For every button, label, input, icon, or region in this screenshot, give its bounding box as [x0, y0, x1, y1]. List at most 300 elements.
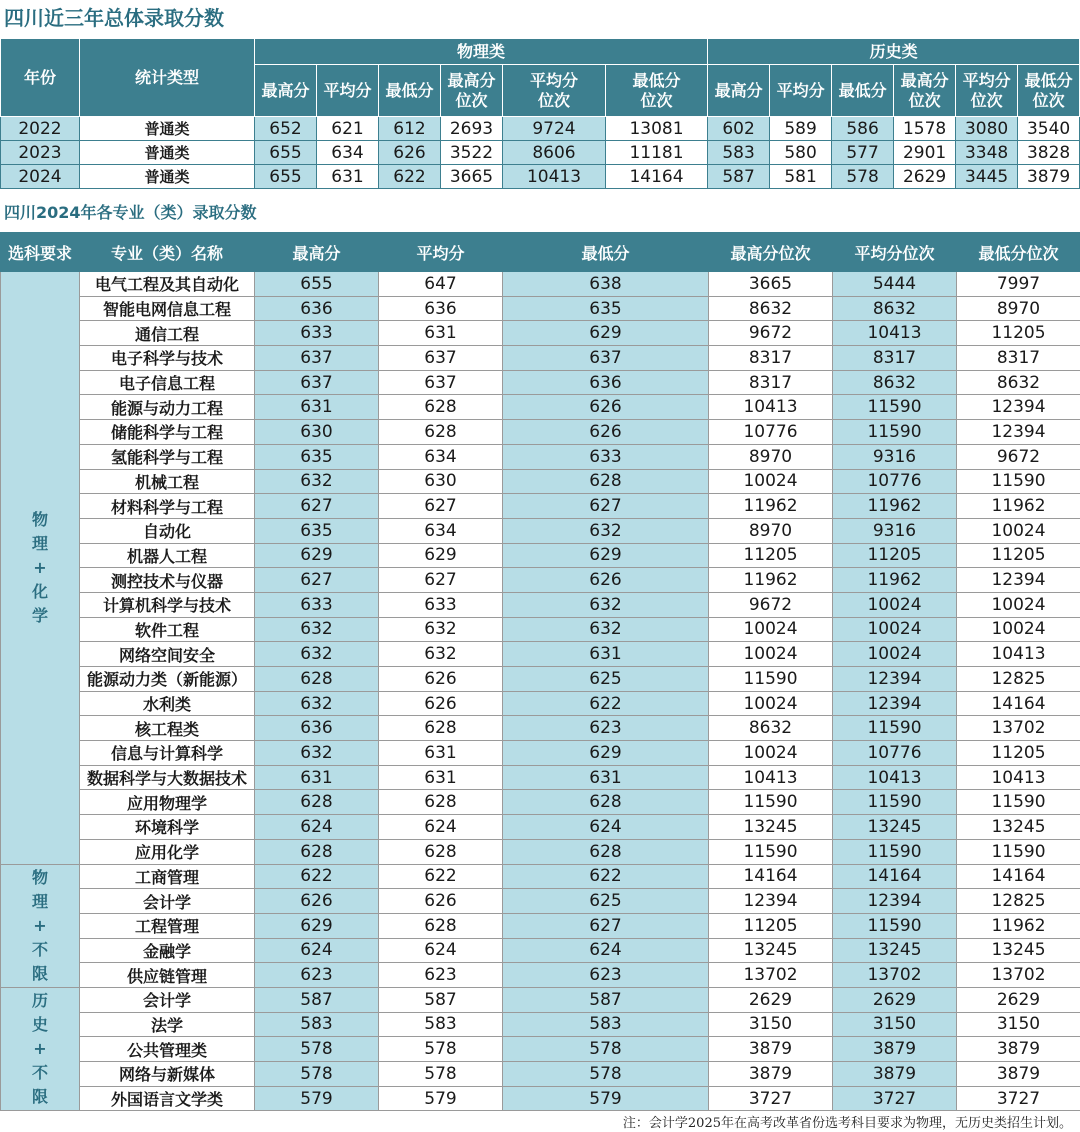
physics-value-cell: 655 — [255, 141, 317, 165]
major-row — [1, 395, 1080, 420]
subject-requirement-cell — [1, 987, 80, 1110]
major-row — [1, 790, 1080, 815]
score-cell: 637 — [255, 346, 379, 371]
subject-requirement-char: 理 — [31, 891, 48, 911]
header-stat-type: 统计类型 — [80, 39, 255, 117]
major-name-cell: 公共管理类 — [80, 1037, 255, 1062]
score-cell: 626 — [379, 667, 503, 692]
major-row — [1, 938, 1080, 963]
score-cell: 10024 — [709, 469, 833, 494]
score-cell: 11590 — [833, 790, 957, 815]
score-cell: 628 — [379, 395, 503, 420]
header-physics-group: 物理类 — [255, 39, 708, 65]
score-cell: 3727 — [957, 1086, 1080, 1111]
subject-requirement-char: 理 — [31, 533, 48, 553]
score-cell: 587 — [503, 987, 709, 1012]
physics-value-cell: 622 — [379, 165, 441, 189]
score-cell: 622 — [255, 864, 379, 889]
header-history-avg: 平均分 — [770, 65, 832, 117]
score-cell: 12825 — [957, 667, 1080, 692]
physics-value-cell: 2693 — [441, 117, 503, 141]
type-cell: 普通类 — [80, 165, 255, 189]
score-cell: 628 — [379, 790, 503, 815]
physics-value-cell: 612 — [379, 117, 441, 141]
score-cell: 11590 — [709, 839, 833, 864]
physics-value-cell: 652 — [255, 117, 317, 141]
year-cell: 2022 — [1, 117, 80, 141]
major-name-cell: 信息与计算科学 — [80, 741, 255, 766]
score-cell: 10776 — [709, 420, 833, 445]
score-cell: 13702 — [957, 716, 1080, 741]
score-cell: 633 — [255, 321, 379, 346]
major-name-cell: 自动化 — [80, 518, 255, 543]
major-row — [1, 370, 1080, 395]
major-name-cell: 供应链管理 — [80, 963, 255, 988]
subject-requirement-char: 学 — [31, 605, 48, 625]
score-cell: 628 — [503, 469, 709, 494]
score-cell: 14164 — [957, 864, 1080, 889]
score-cell: 587 — [255, 987, 379, 1012]
score-cell: 3879 — [833, 1062, 957, 1087]
score-cell: 631 — [379, 321, 503, 346]
score-cell: 623 — [255, 963, 379, 988]
score-cell: 632 — [255, 741, 379, 766]
score-cell: 3727 — [833, 1086, 957, 1111]
score-cell: 9672 — [709, 592, 833, 617]
major-row — [1, 1086, 1080, 1111]
score-cell: 13245 — [833, 938, 957, 963]
score-cell: 579 — [503, 1086, 709, 1111]
score-cell: 10024 — [957, 617, 1080, 642]
score-cell: 11205 — [957, 543, 1080, 568]
major-name-cell: 网络与新媒体 — [80, 1062, 255, 1087]
subject-requirement-char: + — [33, 1039, 47, 1059]
score-cell: 630 — [379, 469, 503, 494]
major-row — [1, 592, 1080, 617]
score-cell: 11590 — [833, 395, 957, 420]
score-cell: 11590 — [833, 913, 957, 938]
subject-requirement-char: + — [33, 915, 47, 935]
year-row — [1, 141, 1080, 165]
header-physics-avg: 平均分 — [317, 65, 379, 117]
footnote: 注：会计学2025年在高考改革省份选考科目要求为物理，无历史类招生计划。 — [622, 1116, 1072, 1131]
score-cell: 3879 — [833, 1037, 957, 1062]
score-cell: 638 — [503, 272, 709, 297]
subject-requirement-char: 物 — [31, 867, 48, 887]
header-physics-max: 最高分 — [255, 65, 317, 117]
score-cell: 11590 — [833, 716, 957, 741]
score-cell: 624 — [255, 815, 379, 840]
score-cell: 632 — [255, 691, 379, 716]
major-name-cell: 测控技术与仪器 — [80, 568, 255, 593]
physics-value-cell: 8606 — [503, 141, 606, 165]
score-cell: 579 — [255, 1086, 379, 1111]
score-cell: 637 — [379, 346, 503, 371]
major-name-cell: 氢能科学与工程 — [80, 444, 255, 469]
header-history-avg-rank: 平均分 位次 — [956, 65, 1018, 117]
major-row — [1, 1062, 1080, 1087]
score-cell: 631 — [379, 765, 503, 790]
score-cell: 637 — [503, 346, 709, 371]
score-cell: 13702 — [709, 963, 833, 988]
score-cell: 631 — [503, 765, 709, 790]
subject-requirement-char: + — [33, 557, 47, 577]
score-cell: 578 — [379, 1062, 503, 1087]
major-row — [1, 518, 1080, 543]
major-row — [1, 568, 1080, 593]
score-cell: 635 — [255, 518, 379, 543]
header-major-name: 专业（类）名称 — [80, 233, 255, 272]
major-row — [1, 765, 1080, 790]
score-cell: 624 — [255, 938, 379, 963]
major-row — [1, 864, 1080, 889]
score-cell: 632 — [503, 518, 709, 543]
major-name-cell: 应用物理学 — [80, 790, 255, 815]
score-cell: 10413 — [833, 321, 957, 346]
major-row — [1, 469, 1080, 494]
header-physics-avg-rank: 平均分 位次 — [503, 65, 606, 117]
type-cell: 普通类 — [80, 141, 255, 165]
score-cell: 637 — [379, 370, 503, 395]
score-cell: 629 — [503, 543, 709, 568]
history-value-cell: 587 — [708, 165, 770, 189]
score-cell: 632 — [255, 469, 379, 494]
header-max-score: 最高分 — [255, 233, 379, 272]
major-name-cell: 机器人工程 — [80, 543, 255, 568]
score-cell: 623 — [503, 716, 709, 741]
overall-scores-title: 四川近三年总体录取分数 — [4, 6, 224, 30]
major-name-cell: 储能科学与工程 — [80, 420, 255, 445]
score-cell: 8970 — [957, 296, 1080, 321]
major-name-cell: 能源动力类（新能源） — [80, 667, 255, 692]
header-max-rank: 最高分位次 — [709, 233, 833, 272]
score-cell: 11590 — [957, 790, 1080, 815]
score-cell: 11962 — [957, 913, 1080, 938]
subject-requirement-char: 史 — [31, 1015, 48, 1035]
score-cell: 626 — [503, 568, 709, 593]
score-cell: 624 — [379, 815, 503, 840]
score-cell: 8632 — [957, 370, 1080, 395]
score-cell: 7997 — [957, 272, 1080, 297]
score-cell: 628 — [255, 667, 379, 692]
major-name-cell: 会计学 — [80, 889, 255, 914]
major-name-cell: 材料科学与工程 — [80, 494, 255, 519]
score-cell: 629 — [255, 913, 379, 938]
score-cell: 626 — [255, 889, 379, 914]
score-cell: 13702 — [833, 963, 957, 988]
score-cell: 631 — [379, 741, 503, 766]
score-cell: 13245 — [709, 938, 833, 963]
score-cell: 8317 — [833, 346, 957, 371]
score-cell: 636 — [503, 370, 709, 395]
score-cell: 634 — [379, 444, 503, 469]
score-cell: 628 — [503, 839, 709, 864]
history-value-cell: 2629 — [894, 165, 956, 189]
major-row — [1, 815, 1080, 840]
major-row — [1, 642, 1080, 667]
score-cell: 13245 — [957, 938, 1080, 963]
score-cell: 14164 — [957, 691, 1080, 716]
score-cell: 12394 — [957, 395, 1080, 420]
major-name-cell: 核工程类 — [80, 716, 255, 741]
year-row — [1, 117, 1080, 141]
score-cell: 10776 — [833, 741, 957, 766]
score-cell: 13245 — [833, 815, 957, 840]
overall-scores-table — [0, 38, 1080, 189]
score-cell: 635 — [255, 444, 379, 469]
type-cell: 普通类 — [80, 117, 255, 141]
major-name-cell: 法学 — [80, 1012, 255, 1037]
score-cell: 627 — [255, 568, 379, 593]
major-name-cell: 应用化学 — [80, 839, 255, 864]
score-cell: 11590 — [957, 839, 1080, 864]
score-cell: 623 — [379, 963, 503, 988]
score-cell: 10024 — [709, 741, 833, 766]
header-history-max-rank: 最高分 位次 — [894, 65, 956, 117]
score-cell: 631 — [503, 642, 709, 667]
score-cell: 623 — [503, 963, 709, 988]
score-cell: 632 — [379, 617, 503, 642]
score-cell: 8632 — [833, 296, 957, 321]
major-row — [1, 716, 1080, 741]
major-name-cell: 环境科学 — [80, 815, 255, 840]
major-row — [1, 420, 1080, 445]
score-cell: 578 — [255, 1037, 379, 1062]
major-row — [1, 444, 1080, 469]
score-cell: 2629 — [833, 987, 957, 1012]
history-value-cell: 2901 — [894, 141, 956, 165]
history-value-cell: 583 — [708, 141, 770, 165]
score-cell: 10024 — [833, 592, 957, 617]
score-cell: 628 — [503, 790, 709, 815]
physics-value-cell: 9724 — [503, 117, 606, 141]
score-cell: 5444 — [833, 272, 957, 297]
major-name-cell: 通信工程 — [80, 321, 255, 346]
header-year: 年份 — [1, 39, 80, 117]
score-cell: 628 — [379, 420, 503, 445]
score-cell: 629 — [255, 543, 379, 568]
score-cell: 632 — [255, 617, 379, 642]
physics-value-cell: 655 — [255, 165, 317, 189]
score-cell: 636 — [255, 716, 379, 741]
score-cell: 628 — [255, 839, 379, 864]
history-value-cell: 3540 — [1018, 117, 1080, 141]
score-cell: 3879 — [709, 1037, 833, 1062]
score-cell: 8632 — [709, 296, 833, 321]
major-row — [1, 741, 1080, 766]
score-cell: 11590 — [709, 790, 833, 815]
major-name-cell: 工程管理 — [80, 913, 255, 938]
history-value-cell: 3348 — [956, 141, 1018, 165]
score-cell: 11205 — [957, 321, 1080, 346]
header-history-group: 历史类 — [708, 39, 1080, 65]
header-history-min-rank: 最低分 位次 — [1018, 65, 1080, 117]
physics-value-cell: 634 — [317, 141, 379, 165]
score-cell: 11962 — [709, 568, 833, 593]
score-cell: 12394 — [957, 568, 1080, 593]
major-row — [1, 494, 1080, 519]
subject-requirement-char: 化 — [31, 581, 48, 601]
score-cell: 13245 — [709, 815, 833, 840]
physics-value-cell: 11181 — [606, 141, 708, 165]
score-cell: 632 — [503, 592, 709, 617]
score-cell: 10413 — [709, 395, 833, 420]
major-name-cell: 金融学 — [80, 938, 255, 963]
subject-requirement-char: 不 — [31, 939, 48, 959]
header-history-min: 最低分 — [832, 65, 894, 117]
major-scores-table — [0, 232, 1080, 1111]
history-value-cell: 3445 — [956, 165, 1018, 189]
major-row — [1, 913, 1080, 938]
score-cell: 9316 — [833, 518, 957, 543]
score-cell: 10024 — [709, 642, 833, 667]
score-cell: 631 — [255, 395, 379, 420]
history-value-cell: 3879 — [1018, 165, 1080, 189]
major-row — [1, 667, 1080, 692]
score-cell: 622 — [503, 864, 709, 889]
score-cell: 629 — [379, 543, 503, 568]
score-cell: 9316 — [833, 444, 957, 469]
score-cell: 636 — [255, 296, 379, 321]
subject-requirement-char: 历 — [31, 991, 48, 1011]
score-cell: 637 — [255, 370, 379, 395]
score-cell: 11205 — [957, 741, 1080, 766]
score-cell: 3150 — [833, 1012, 957, 1037]
major-name-cell: 外国语言文学类 — [80, 1086, 255, 1111]
score-cell: 628 — [255, 790, 379, 815]
history-value-cell: 602 — [708, 117, 770, 141]
score-cell: 625 — [503, 667, 709, 692]
score-cell: 578 — [503, 1062, 709, 1087]
history-value-cell: 3828 — [1018, 141, 1080, 165]
score-cell: 583 — [503, 1012, 709, 1037]
major-row — [1, 272, 1080, 297]
subject-requirement-char: 不 — [31, 1063, 48, 1083]
major-row — [1, 987, 1080, 1012]
score-cell: 624 — [379, 938, 503, 963]
score-cell: 578 — [379, 1037, 503, 1062]
physics-value-cell: 631 — [317, 165, 379, 189]
score-cell: 627 — [503, 494, 709, 519]
score-cell: 627 — [503, 913, 709, 938]
score-cell: 11962 — [833, 568, 957, 593]
major-row — [1, 296, 1080, 321]
major-row — [1, 346, 1080, 371]
major-name-cell: 计算机科学与技术 — [80, 592, 255, 617]
score-cell: 10024 — [833, 617, 957, 642]
score-cell: 629 — [503, 741, 709, 766]
score-cell: 11205 — [833, 543, 957, 568]
score-cell: 10413 — [957, 642, 1080, 667]
score-cell: 11962 — [957, 494, 1080, 519]
header-physics-min: 最低分 — [379, 65, 441, 117]
score-cell: 626 — [379, 889, 503, 914]
physics-value-cell: 14164 — [606, 165, 708, 189]
score-cell: 2629 — [957, 987, 1080, 1012]
score-cell: 628 — [379, 839, 503, 864]
major-name-cell: 智能电网信息工程 — [80, 296, 255, 321]
major-name-cell: 电子信息工程 — [80, 370, 255, 395]
score-cell: 624 — [503, 938, 709, 963]
score-cell: 655 — [255, 272, 379, 297]
score-cell: 3879 — [957, 1062, 1080, 1087]
history-value-cell: 580 — [770, 141, 832, 165]
history-value-cell: 586 — [832, 117, 894, 141]
score-cell: 636 — [379, 296, 503, 321]
score-cell: 12394 — [833, 667, 957, 692]
score-cell: 12394 — [833, 691, 957, 716]
score-cell: 626 — [503, 395, 709, 420]
score-cell: 12394 — [709, 889, 833, 914]
score-cell: 627 — [379, 568, 503, 593]
score-cell: 625 — [503, 889, 709, 914]
score-cell: 578 — [503, 1037, 709, 1062]
major-row — [1, 543, 1080, 568]
major-name-cell: 能源与动力工程 — [80, 395, 255, 420]
score-cell: 628 — [379, 913, 503, 938]
score-cell: 578 — [255, 1062, 379, 1087]
physics-value-cell: 626 — [379, 141, 441, 165]
score-cell: 627 — [255, 494, 379, 519]
year-cell: 2023 — [1, 141, 80, 165]
subject-requirement-char: 限 — [31, 963, 48, 983]
score-cell: 8632 — [833, 370, 957, 395]
score-cell: 626 — [379, 691, 503, 716]
score-cell: 11590 — [709, 667, 833, 692]
score-cell: 11205 — [709, 913, 833, 938]
score-cell: 8970 — [709, 518, 833, 543]
header-min-score: 最低分 — [503, 233, 709, 272]
score-cell: 8317 — [709, 346, 833, 371]
physics-value-cell: 3522 — [441, 141, 503, 165]
major-name-cell: 网络空间安全 — [80, 642, 255, 667]
score-cell: 2629 — [709, 987, 833, 1012]
score-cell: 622 — [503, 691, 709, 716]
score-cell: 624 — [503, 815, 709, 840]
major-row — [1, 321, 1080, 346]
subject-requirement-char: 限 — [31, 1087, 48, 1107]
score-cell: 8632 — [709, 716, 833, 741]
major-row — [1, 691, 1080, 716]
score-cell: 10413 — [957, 765, 1080, 790]
score-cell: 635 — [503, 296, 709, 321]
score-cell: 634 — [379, 518, 503, 543]
score-cell: 11962 — [833, 494, 957, 519]
score-cell: 13245 — [957, 815, 1080, 840]
score-cell: 10024 — [957, 518, 1080, 543]
major-row — [1, 1012, 1080, 1037]
score-cell: 10413 — [709, 765, 833, 790]
score-cell: 632 — [255, 642, 379, 667]
header-physics-max-rank: 最高分 位次 — [441, 65, 503, 117]
history-value-cell: 589 — [770, 117, 832, 141]
score-cell: 627 — [379, 494, 503, 519]
physics-value-cell: 10413 — [503, 165, 606, 189]
physics-value-cell: 621 — [317, 117, 379, 141]
score-cell: 13702 — [957, 963, 1080, 988]
score-cell: 10024 — [709, 691, 833, 716]
major-name-cell: 机械工程 — [80, 469, 255, 494]
score-cell: 14164 — [833, 864, 957, 889]
major-name-cell: 水利类 — [80, 691, 255, 716]
header-min-rank: 最低分位次 — [957, 233, 1080, 272]
history-value-cell: 3080 — [956, 117, 1018, 141]
score-cell: 9672 — [709, 321, 833, 346]
history-value-cell: 1578 — [894, 117, 956, 141]
score-cell: 12394 — [957, 420, 1080, 445]
score-cell: 579 — [379, 1086, 503, 1111]
history-value-cell: 581 — [770, 165, 832, 189]
